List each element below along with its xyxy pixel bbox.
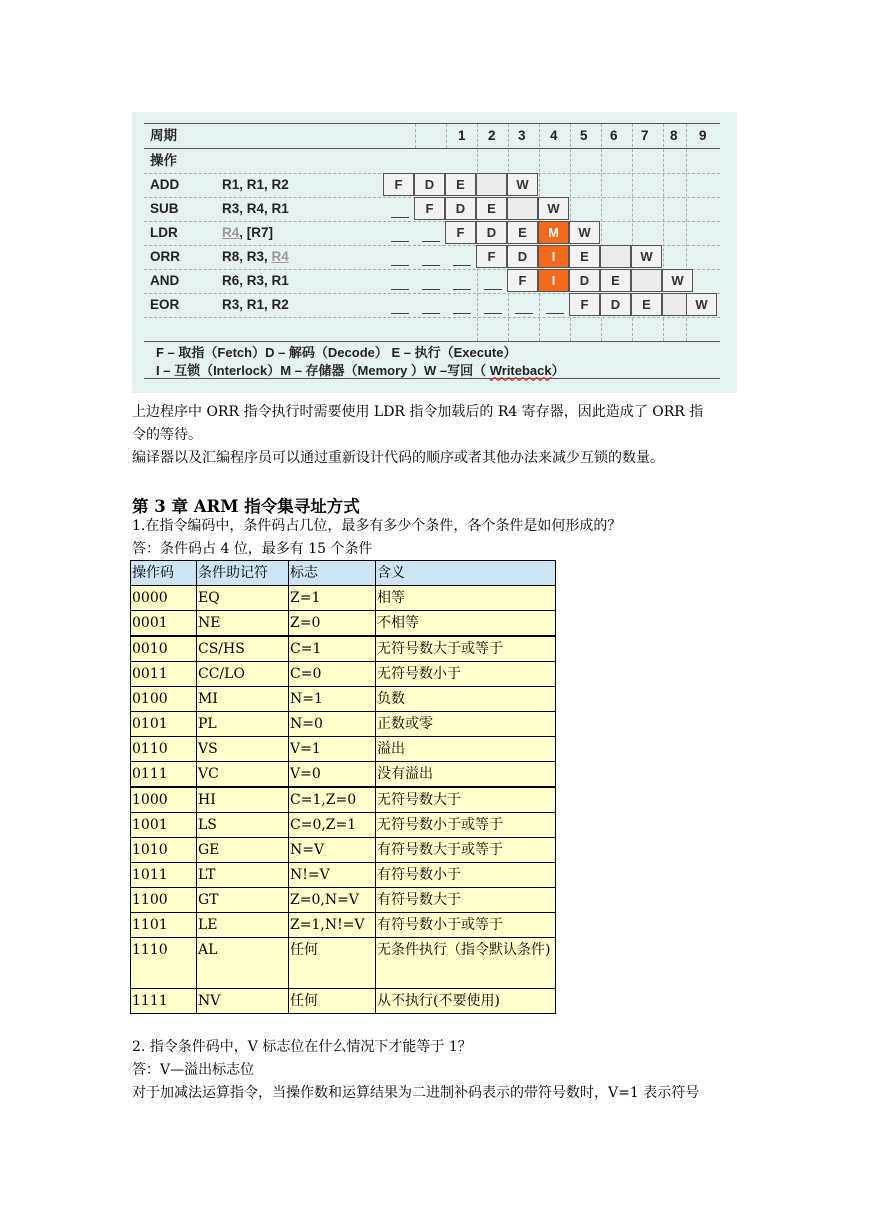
op-args: R1, R1, R2 <box>222 177 289 192</box>
paragraph: 上边程序中 ORR 指令执行时需要使用 LDR 指令加载后的 R4 寄存器，因此造成了 ORR 指 <box>132 404 704 420</box>
stage-cell: W <box>686 293 717 316</box>
table-row: 1010 GE N=V 有符号数大于或等于 <box>131 838 556 863</box>
paragraph: 对于加减法运算指令，当操作数和运算结果为二进制补码表示的带符号数时，V=1 表示符号 <box>132 1085 700 1101</box>
stage-cell: D <box>507 245 538 268</box>
rule <box>144 317 720 318</box>
stage-cell: F <box>507 269 538 292</box>
header-cycle: 周期 <box>150 128 177 143</box>
cycle-label: 1 <box>458 128 466 143</box>
col-header: 含义 <box>376 561 556 586</box>
paragraph: 令的等待。 <box>132 427 202 443</box>
op-args: R6, R3, R1 <box>222 273 289 288</box>
header-op: 操作 <box>150 153 177 168</box>
stage-cell: F <box>476 245 507 268</box>
stage-cell-memory: M <box>538 221 569 244</box>
table-row: 0100 MI N=1 负数 <box>131 687 556 712</box>
answer: 答：V—溢出标志位 <box>132 1062 255 1078</box>
stage-cell: D <box>414 173 445 196</box>
op-eor: EOR <box>150 297 180 312</box>
table-row: 0011 CC/LO C=0 无符号数小于 <box>131 662 556 687</box>
answer: 答：条件码占 4 位，最多有 15 个条件 <box>132 541 373 557</box>
stage-cell: F <box>414 197 445 220</box>
cycle-label: 5 <box>580 128 588 143</box>
op-args: R3, R4, R1 <box>222 201 289 216</box>
condition-code-table <box>130 560 556 1014</box>
legend-line-2: I – 互锁（Interlock）M – 存储器（Memory ）W –写回（ Writeback） <box>156 363 565 378</box>
pipeline-figure <box>132 112 737 393</box>
table-row: 0000 EQ Z=1 相等 <box>131 586 556 611</box>
col-header: 标志 <box>289 561 376 586</box>
table-row: 0111 VC V=0 没有溢出 <box>131 762 556 788</box>
stage-cell: F <box>445 221 476 244</box>
stage-cell: E <box>600 269 631 292</box>
stage-cell: E <box>476 197 507 220</box>
op-and: AND <box>150 273 180 288</box>
stage-cell-empty <box>600 245 631 268</box>
op-sub: SUB <box>150 201 179 216</box>
table-row: 1001 LS C=0,Z=1 无符号数小于或等于 <box>131 813 556 838</box>
col-header: 操作码 <box>131 561 197 586</box>
stage-cell: D <box>445 197 476 220</box>
table-row: 0110 VS V=1 溢出 <box>131 737 556 762</box>
stage-cell: E <box>507 221 538 244</box>
stage-cell: W <box>507 173 538 196</box>
stage-cell: E <box>569 245 600 268</box>
stage-cell: W <box>631 245 662 268</box>
rule <box>144 341 720 342</box>
op-args: R4, [R7] <box>222 225 274 240</box>
op-args: R8, R3, R4 <box>222 249 289 264</box>
table-row: 0101 PL N=0 正数或零 <box>131 712 556 737</box>
rule <box>144 123 720 124</box>
stage-cell: W <box>662 269 693 292</box>
table-row: 1100 GT Z=0,N=V 有符号数大于 <box>131 888 556 913</box>
table-header-row <box>131 561 556 586</box>
table-row: 1011 LT N!=V 有符号数小于 <box>131 863 556 888</box>
stage-cell-interlock: I <box>538 269 569 292</box>
cycle-label: 9 <box>699 128 707 143</box>
legend-line-1: F – 取指（Fetch）D – 解码（Decode） E – 执行（Execute） <box>156 345 517 360</box>
cycle-label: 2 <box>488 128 496 143</box>
chapter-heading: 第 3 章 ARM 指令集寻址方式 <box>132 497 360 516</box>
stage-cell-empty <box>507 197 538 220</box>
stage-cell: E <box>445 173 476 196</box>
rule <box>144 148 720 149</box>
stage-cell-empty <box>631 269 662 292</box>
table-row: 0010 CS/HS C=1 无符号数大于或等于 <box>131 636 556 662</box>
stage-cell: F <box>383 173 414 196</box>
question: 1.在指令编码中，条件码占几位，最多有多少个条件，各个条件是如何形成的？ <box>132 518 622 534</box>
stage-cell: D <box>569 269 600 292</box>
table-row: 1111 NV 任何 从不执行(不要使用) <box>131 989 556 1014</box>
op-args: R3, R1, R2 <box>222 297 289 312</box>
table-row: 1101 LE Z=1,N!=V 有符号数小于或等于 <box>131 913 556 938</box>
paragraph: 编译器以及汇编程序员可以通过重新设计代码的顺序或者其他办法来减少互锁的数量。 <box>132 450 664 466</box>
stage-cell: F <box>569 293 600 316</box>
stage-cell: E <box>631 293 662 316</box>
cycle-label: 4 <box>550 128 558 143</box>
rule <box>144 221 720 222</box>
reg-r4: R4 <box>222 225 240 240</box>
col-header: 条件助记符 <box>197 561 289 586</box>
cycle-label: 7 <box>641 128 649 143</box>
table-row: 1110 AL 任何 无条件执行（指令默认条件) <box>131 938 556 989</box>
cycle-label: 8 <box>670 128 678 143</box>
table-row: 1000 HI C=1,Z=0 无符号数大于 <box>131 787 556 813</box>
op-ldr: LDR <box>150 225 178 240</box>
cycle-label: 3 <box>518 128 526 143</box>
cycle-label: 6 <box>610 128 618 143</box>
stage-cell-interlock: I <box>538 245 569 268</box>
question: 2. 指令条件码中，V 标志位在什么情况下才能等于 1？ <box>132 1039 472 1055</box>
reg-r4: R4 <box>271 249 289 264</box>
stage-cell: W <box>538 197 569 220</box>
op-add: ADD <box>150 177 180 192</box>
stage-cell: W <box>569 221 600 244</box>
stage-cell: D <box>600 293 631 316</box>
stage-cell: D <box>476 221 507 244</box>
op-orr: ORR <box>150 249 180 264</box>
table-row: 0001 NE Z=0 不相等 <box>131 611 556 637</box>
stage-cell-empty <box>476 173 507 196</box>
